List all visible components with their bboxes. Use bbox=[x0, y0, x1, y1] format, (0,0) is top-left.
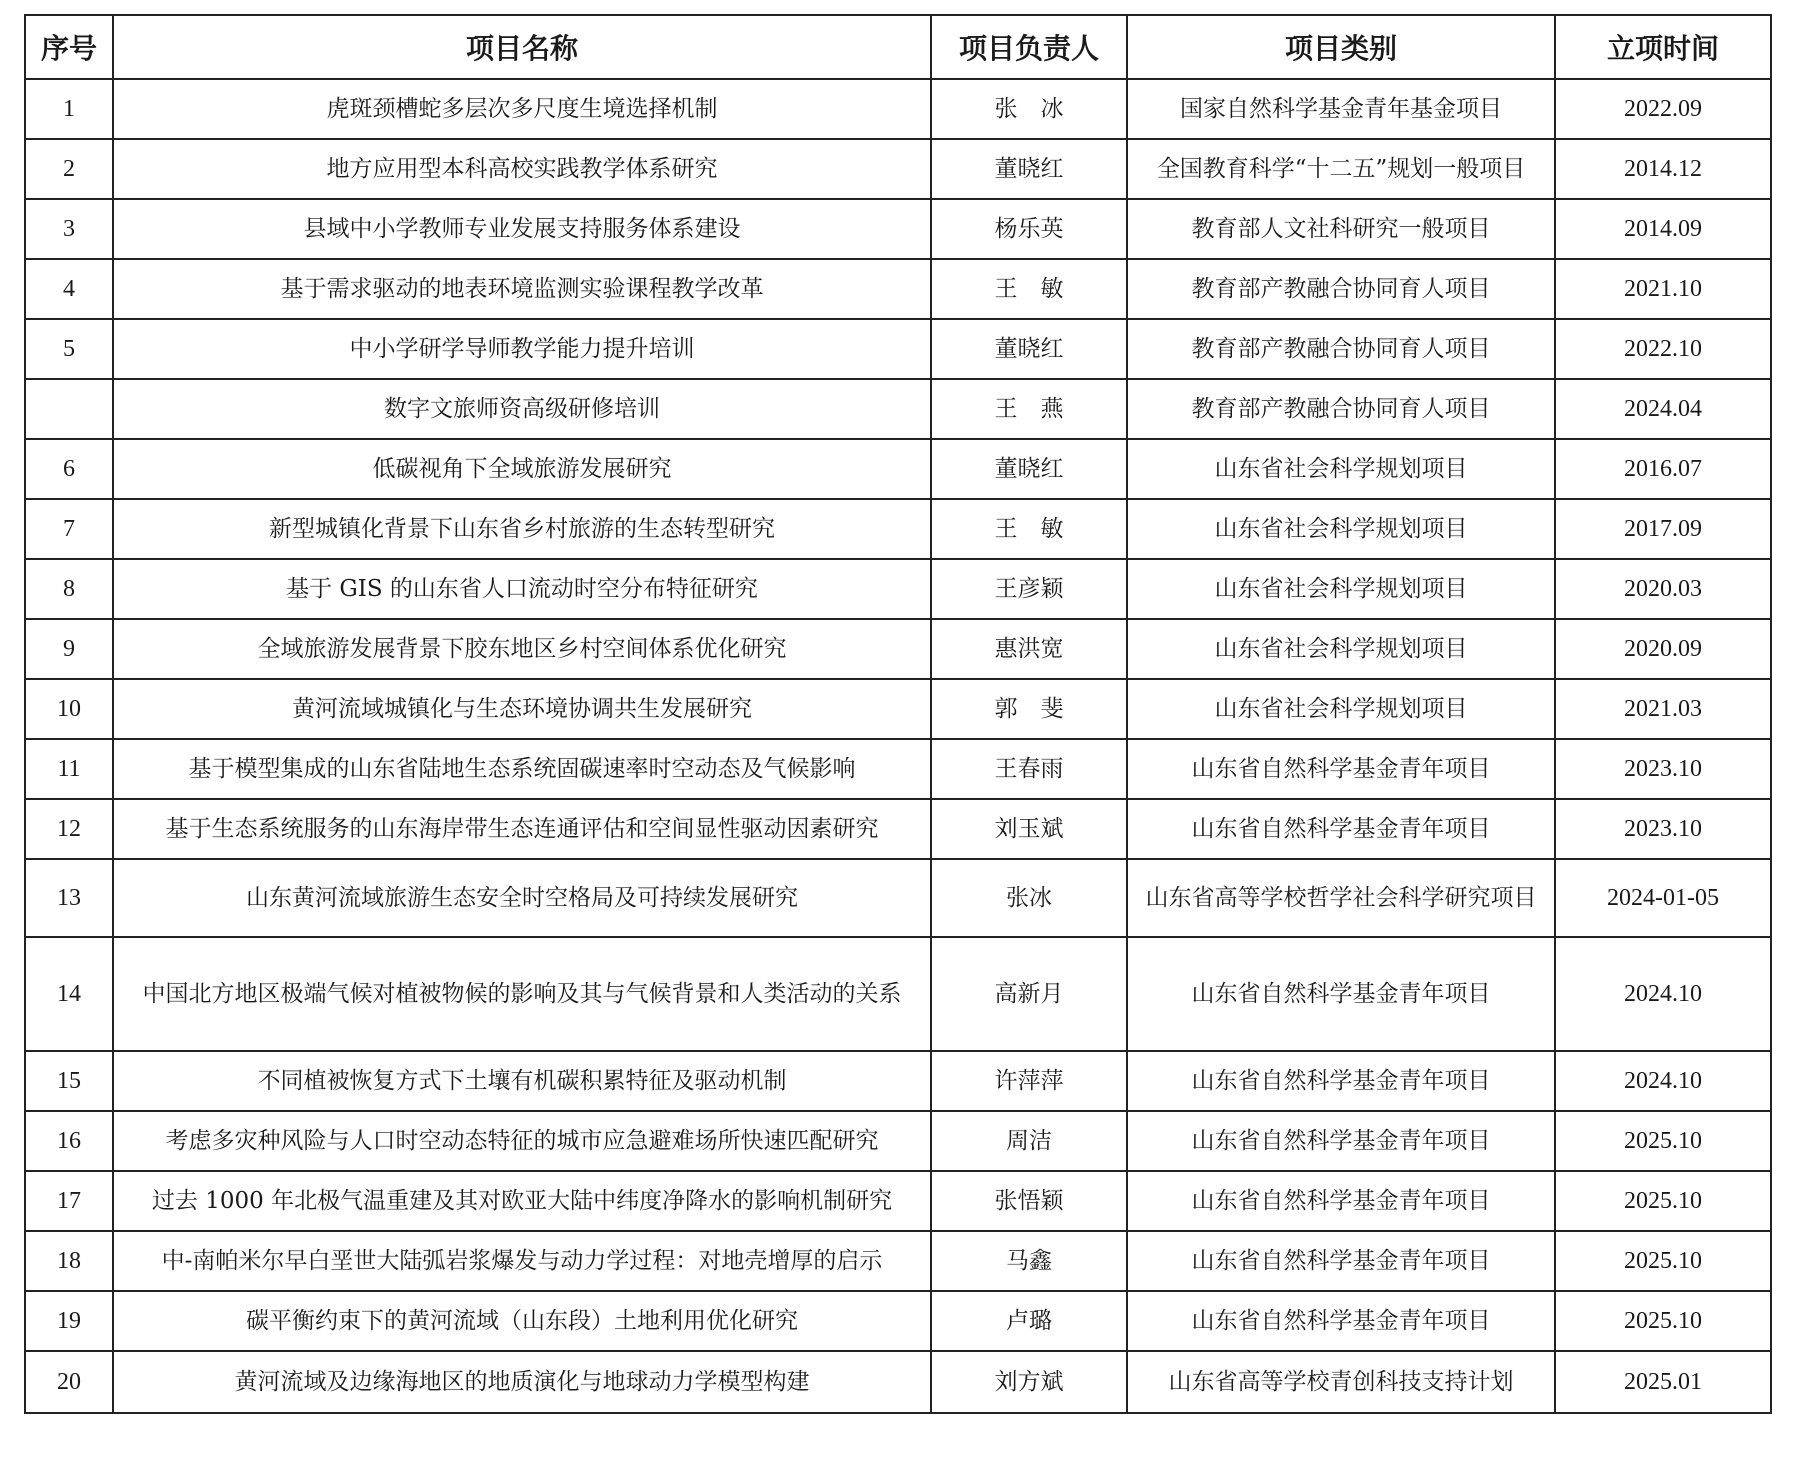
cell-project-category: 山东省高等学校青创科技支持计划 bbox=[1127, 1351, 1555, 1413]
cell-serial-number: 20 bbox=[25, 1351, 113, 1413]
cell-project-category: 国家自然科学基金青年基金项目 bbox=[1127, 79, 1555, 139]
cell-project-category: 山东省自然科学基金青年项目 bbox=[1127, 739, 1555, 799]
table-row bbox=[25, 619, 1771, 679]
cell-project-leader: 张 冰 bbox=[931, 79, 1127, 139]
cell-project-name: 地方应用型本科高校实践教学体系研究 bbox=[113, 139, 931, 199]
cell-project-name: 全域旅游发展背景下胶东地区乡村空间体系优化研究 bbox=[113, 619, 931, 679]
cell-project-category: 山东省自然科学基金青年项目 bbox=[1127, 1231, 1555, 1291]
cell-project-category: 山东省社会科学规划项目 bbox=[1127, 439, 1555, 499]
cell-project-name: 基于 GIS 的山东省人口流动时空分布特征研究 bbox=[113, 559, 931, 619]
cell-project-leader: 王 敏 bbox=[931, 259, 1127, 319]
cell-project-leader: 刘玉斌 bbox=[931, 799, 1127, 859]
header-project-leader: 项目负责人 bbox=[931, 15, 1127, 79]
table-row bbox=[25, 1291, 1771, 1351]
table-row bbox=[25, 679, 1771, 739]
cell-serial-number: 11 bbox=[25, 739, 113, 799]
cell-approval-date: 2020.09 bbox=[1555, 619, 1771, 679]
cell-project-leader: 董晓红 bbox=[931, 439, 1127, 499]
cell-project-leader: 王彦颖 bbox=[931, 559, 1127, 619]
cell-project-name: 碳平衡约束下的黄河流域（山东段）土地利用优化研究 bbox=[113, 1291, 931, 1351]
cell-project-leader: 王 燕 bbox=[931, 379, 1127, 439]
table-row bbox=[25, 199, 1771, 259]
cell-serial-number: 17 bbox=[25, 1171, 113, 1231]
table-row bbox=[25, 1051, 1771, 1111]
header-serial-number: 序号 bbox=[25, 15, 113, 79]
cell-project-category: 山东省社会科学规划项目 bbox=[1127, 499, 1555, 559]
cell-serial-number: 9 bbox=[25, 619, 113, 679]
cell-project-category: 山东省社会科学规划项目 bbox=[1127, 559, 1555, 619]
cell-project-name: 山东黄河流域旅游生态安全时空格局及可持续发展研究 bbox=[113, 859, 931, 937]
cell-project-leader: 刘方斌 bbox=[931, 1351, 1127, 1413]
cell-project-category: 山东省自然科学基金青年项目 bbox=[1127, 1291, 1555, 1351]
cell-project-name: 不同植被恢复方式下土壤有机碳积累特征及驱动机制 bbox=[113, 1051, 931, 1111]
cell-project-category: 山东省自然科学基金青年项目 bbox=[1127, 1111, 1555, 1171]
header-project-name: 项目名称 bbox=[113, 15, 931, 79]
cell-project-leader: 卢璐 bbox=[931, 1291, 1127, 1351]
cell-project-category: 山东省自然科学基金青年项目 bbox=[1127, 1051, 1555, 1111]
cell-approval-date: 2024.10 bbox=[1555, 1051, 1771, 1111]
table-row bbox=[25, 259, 1771, 319]
cell-serial-number: 13 bbox=[25, 859, 113, 937]
cell-project-leader: 郭 斐 bbox=[931, 679, 1127, 739]
cell-approval-date: 2025.10 bbox=[1555, 1291, 1771, 1351]
table-row bbox=[25, 937, 1771, 1051]
cell-approval-date: 2024.10 bbox=[1555, 937, 1771, 1051]
cell-approval-date: 2023.10 bbox=[1555, 739, 1771, 799]
cell-project-name: 考虑多灾种风险与人口时空动态特征的城市应急避难场所快速匹配研究 bbox=[113, 1111, 931, 1171]
cell-project-name: 基于生态系统服务的山东海岸带生态连通评估和空间显性驱动因素研究 bbox=[113, 799, 931, 859]
cell-approval-date: 2025.10 bbox=[1555, 1111, 1771, 1171]
cell-project-name: 中小学研学导师教学能力提升培训 bbox=[113, 319, 931, 379]
cell-project-leader: 惠洪宽 bbox=[931, 619, 1127, 679]
cell-project-name: 中-南帕米尔早白垩世大陆弧岩浆爆发与动力学过程：对地壳增厚的启示 bbox=[113, 1231, 931, 1291]
table-row bbox=[25, 799, 1771, 859]
cell-serial-number: 1 bbox=[25, 79, 113, 139]
cell-project-category: 全国教育科学“十二五”规划一般项目 bbox=[1127, 139, 1555, 199]
cell-approval-date: 2024-01-05 bbox=[1555, 859, 1771, 937]
cell-project-leader: 董晓红 bbox=[931, 319, 1127, 379]
cell-project-category: 教育部产教融合协同育人项目 bbox=[1127, 259, 1555, 319]
cell-project-leader: 王春雨 bbox=[931, 739, 1127, 799]
cell-approval-date: 2025.10 bbox=[1555, 1171, 1771, 1231]
cell-approval-date: 2021.03 bbox=[1555, 679, 1771, 739]
project-table-container bbox=[24, 14, 1770, 1414]
cell-project-name: 基于需求驱动的地表环境监测实验课程教学改革 bbox=[113, 259, 931, 319]
table-row bbox=[25, 859, 1771, 937]
project-table bbox=[24, 14, 1772, 1414]
cell-project-category: 山东省社会科学规划项目 bbox=[1127, 619, 1555, 679]
table-row bbox=[25, 1111, 1771, 1171]
cell-project-leader: 高新月 bbox=[931, 937, 1127, 1051]
table-row bbox=[25, 1231, 1771, 1291]
cell-project-name: 虎斑颈槽蛇多层次多尺度生境选择机制 bbox=[113, 79, 931, 139]
cell-project-category: 山东省社会科学规划项目 bbox=[1127, 679, 1555, 739]
cell-project-name: 基于模型集成的山东省陆地生态系统固碳速率时空动态及气候影响 bbox=[113, 739, 931, 799]
cell-approval-date: 2014.09 bbox=[1555, 199, 1771, 259]
table-row bbox=[25, 439, 1771, 499]
cell-serial-number: 3 bbox=[25, 199, 113, 259]
cell-approval-date: 2022.09 bbox=[1555, 79, 1771, 139]
cell-approval-date: 2021.10 bbox=[1555, 259, 1771, 319]
cell-project-leader: 张悟颖 bbox=[931, 1171, 1127, 1231]
cell-project-leader: 王 敏 bbox=[931, 499, 1127, 559]
cell-approval-date: 2025.10 bbox=[1555, 1231, 1771, 1291]
cell-serial-number: 5 bbox=[25, 319, 113, 379]
cell-serial-number: 6 bbox=[25, 439, 113, 499]
cell-project-category: 山东省自然科学基金青年项目 bbox=[1127, 1171, 1555, 1231]
cell-serial-number: 4 bbox=[25, 259, 113, 319]
cell-serial-number: 2 bbox=[25, 139, 113, 199]
cell-approval-date: 2024.04 bbox=[1555, 379, 1771, 439]
cell-project-category: 教育部产教融合协同育人项目 bbox=[1127, 379, 1555, 439]
cell-serial-number: 7 bbox=[25, 499, 113, 559]
cell-serial-number: 10 bbox=[25, 679, 113, 739]
cell-approval-date: 2016.07 bbox=[1555, 439, 1771, 499]
cell-serial-number: 12 bbox=[25, 799, 113, 859]
table-row bbox=[25, 559, 1771, 619]
cell-serial-number: 18 bbox=[25, 1231, 113, 1291]
cell-project-category: 教育部人文社科研究一般项目 bbox=[1127, 199, 1555, 259]
table-row bbox=[25, 379, 1771, 439]
cell-project-name: 数字文旅师资高级研修培训 bbox=[113, 379, 931, 439]
cell-serial-number bbox=[25, 379, 113, 439]
table-row bbox=[25, 319, 1771, 379]
cell-project-leader: 马鑫 bbox=[931, 1231, 1127, 1291]
cell-project-leader: 许萍萍 bbox=[931, 1051, 1127, 1111]
table-row bbox=[25, 739, 1771, 799]
cell-project-name: 中国北方地区极端气候对植被物候的影响及其与气候背景和人类活动的关系 bbox=[113, 937, 931, 1051]
cell-approval-date: 2022.10 bbox=[1555, 319, 1771, 379]
cell-approval-date: 2023.10 bbox=[1555, 799, 1771, 859]
cell-project-name: 黄河流域城镇化与生态环境协调共生发展研究 bbox=[113, 679, 931, 739]
cell-approval-date: 2020.03 bbox=[1555, 559, 1771, 619]
cell-project-category: 教育部产教融合协同育人项目 bbox=[1127, 319, 1555, 379]
cell-project-name: 县域中小学教师专业发展支持服务体系建设 bbox=[113, 199, 931, 259]
header-project-category: 项目类别 bbox=[1127, 15, 1555, 79]
cell-approval-date: 2014.12 bbox=[1555, 139, 1771, 199]
cell-serial-number: 16 bbox=[25, 1111, 113, 1171]
cell-serial-number: 14 bbox=[25, 937, 113, 1051]
cell-approval-date: 2025.01 bbox=[1555, 1351, 1771, 1413]
cell-project-name: 低碳视角下全域旅游发展研究 bbox=[113, 439, 931, 499]
cell-project-category: 山东省自然科学基金青年项目 bbox=[1127, 937, 1555, 1051]
cell-project-leader: 周洁 bbox=[931, 1111, 1127, 1171]
table-row bbox=[25, 1171, 1771, 1231]
table-row bbox=[25, 139, 1771, 199]
cell-project-name: 黄河流域及边缘海地区的地质演化与地球动力学模型构建 bbox=[113, 1351, 931, 1413]
header-approval-date: 立项时间 bbox=[1555, 15, 1771, 79]
cell-project-leader: 董晓红 bbox=[931, 139, 1127, 199]
cell-serial-number: 19 bbox=[25, 1291, 113, 1351]
cell-project-name: 新型城镇化背景下山东省乡村旅游的生态转型研究 bbox=[113, 499, 931, 559]
cell-project-category: 山东省高等学校哲学社会科学研究项目 bbox=[1127, 859, 1555, 937]
table-row bbox=[25, 1351, 1771, 1413]
table-row bbox=[25, 499, 1771, 559]
cell-project-category: 山东省自然科学基金青年项目 bbox=[1127, 799, 1555, 859]
cell-approval-date: 2017.09 bbox=[1555, 499, 1771, 559]
table-row bbox=[25, 79, 1771, 139]
cell-project-leader: 杨乐英 bbox=[931, 199, 1127, 259]
cell-serial-number: 15 bbox=[25, 1051, 113, 1111]
table-header-row bbox=[25, 15, 1771, 79]
cell-project-leader: 张冰 bbox=[931, 859, 1127, 937]
cell-serial-number: 8 bbox=[25, 559, 113, 619]
cell-project-name: 过去 1000 年北极气温重建及其对欧亚大陆中纬度净降水的影响机制研究 bbox=[113, 1171, 931, 1231]
